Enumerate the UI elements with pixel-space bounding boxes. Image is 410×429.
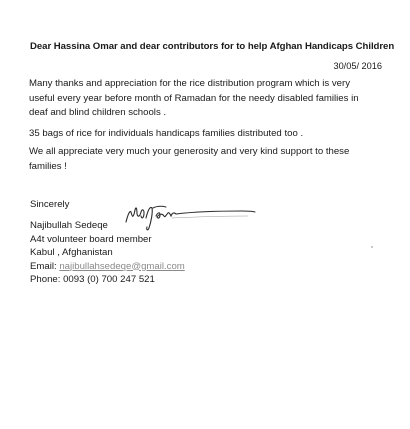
paragraph-line: families ! — [29, 160, 67, 172]
paragraph-appreciation — [29, 145, 389, 174]
scan-speck — [371, 246, 373, 248]
paragraph-line: Many thanks and appreciation for the rice distribution program which is very — [29, 78, 351, 89]
letter-date: 30/05/ 2016 — [333, 61, 382, 71]
sender-email-row — [30, 260, 185, 274]
sender-role: A4t volunteer board member — [30, 233, 152, 245]
sender-phone: Phone: 0093 (0) 700 247 521 — [30, 274, 155, 285]
paragraph-line: We all appreciate very much your generosity and very kind support to these — [29, 146, 350, 157]
sender-location: Kabul , Afghanistan — [30, 247, 113, 258]
letter-closing: Sincerely — [30, 199, 70, 210]
letter-salutation: Dear Hassina Omar and dear contributors for to help Afghan Handicaps Children — [30, 41, 395, 52]
sender-details — [30, 219, 185, 287]
paragraph-rice-bags — [29, 127, 389, 142]
sender-name: Najibullah Sedeqe — [30, 220, 108, 231]
email-label: Email: — [30, 260, 60, 272]
paragraph-line: 35 bags of rice for individuals handicaps families distributed too . — [29, 128, 304, 139]
paragraph-thanks — [29, 77, 389, 121]
paragraph-line: useful every year before month of Ramadan for the needy disabled families in — [29, 92, 359, 104]
email-link[interactable]: najibullahsedeqe@gmail.com — [59, 260, 185, 272]
paragraph-line: deaf and blind children schools . — [29, 107, 167, 119]
